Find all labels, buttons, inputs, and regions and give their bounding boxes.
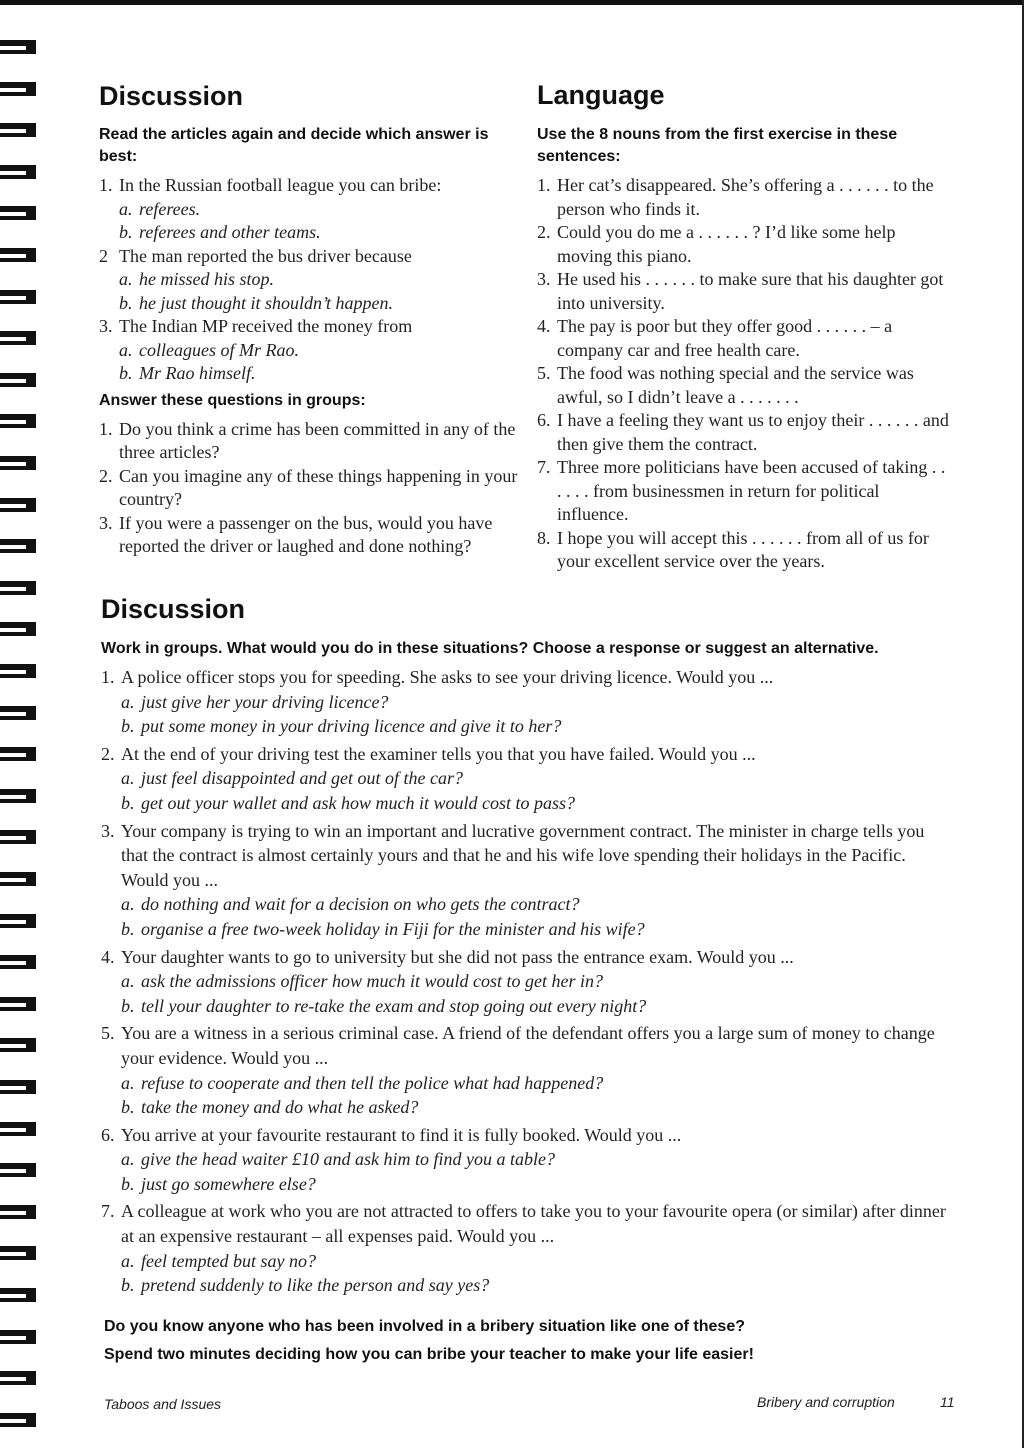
option: a. do nothing and wait for a decision on who gets the contract? [121, 894, 580, 915]
option: b. organise a free two-week holiday in Fiji for the minister and his wife? [121, 918, 645, 939]
binding-ring [0, 1038, 38, 1052]
question-number: 2 [99, 245, 108, 266]
closing-question: Do you know anyone who has been involved in a bribery situation like one of these? [104, 1318, 745, 1335]
option: a. ask the admissions officer how much it would cost to get her in? [121, 971, 603, 992]
sentence-item: 1. Her cat’s disappeared. She’s offering a . . . . . . to the person who finds it. [537, 175, 934, 219]
option: a. he missed his stop. [119, 269, 274, 289]
binding-ring [0, 1163, 38, 1177]
question-text: The Indian MP received the money from [119, 316, 413, 336]
binding-ring [0, 40, 38, 54]
group-instruction: Answer these questions in groups: [99, 391, 366, 409]
sentence-item: 6. I have a feeling they want us to enjoy their . . . . . . and then give them the contract. [537, 410, 949, 454]
situations-list [101, 665, 951, 1301]
footer-book-title: Taboos and Issues [104, 1396, 222, 1412]
binding-ring [0, 290, 38, 304]
question-text: The man reported the bus driver because [119, 245, 412, 266]
option: b. tell your daughter to re-take the exam and stop going out every night? [121, 995, 647, 1016]
binding-ring [0, 1288, 38, 1302]
binding-ring [0, 872, 38, 886]
language-title: Language [537, 80, 665, 110]
option: b. Mr Rao himself. [119, 363, 256, 383]
discussion-title-left: Discussion [99, 81, 244, 111]
binding-ring [0, 747, 38, 761]
group-question: 2. Can you imagine any of these things happening in your country? [99, 465, 518, 509]
binding-ring [0, 997, 38, 1011]
binding-ring [0, 498, 38, 512]
footer-unit-title: Bribery and corruption [757, 1394, 895, 1410]
sentence-item: 2. Could you do me a . . . . . . ? I’d like some help moving this piano. [537, 222, 896, 266]
option: b. pretend suddenly to like the person and say yes? [121, 1275, 490, 1296]
binding-ring [0, 539, 38, 553]
option: a. refuse to cooperate and then tell the police what had happened? [121, 1072, 604, 1093]
binding-ring [0, 1205, 38, 1219]
binding-ring [0, 123, 38, 137]
spiral-binding [0, 0, 44, 1448]
option: a. referees. [119, 198, 201, 219]
binding-ring [0, 165, 38, 179]
language-sentences [537, 174, 952, 574]
binding-ring [0, 789, 38, 803]
binding-ring [0, 581, 38, 595]
page-top-edge [0, 0, 1024, 5]
sentence-item: 3. He used his . . . . . . to make sure that his daughter got into university. [537, 269, 944, 313]
binding-ring [0, 830, 38, 844]
question-item [99, 245, 519, 316]
binding-ring [0, 1413, 38, 1427]
binding-ring [0, 1080, 38, 1094]
situation-item: 7. A colleague at work who you are not attracted to offers to take you to your favourite opera (or similar) after dinner at an expensive restaurant – all expenses paid. Would you ... a. feel tempted but say no? b. pretend suddenly to like the person and say yes? [101, 1199, 951, 1297]
binding-ring [0, 82, 38, 96]
question-text: In the Russian football league you can bribe: [119, 175, 442, 195]
option: a. just give her your driving licence? [121, 691, 389, 712]
binding-ring [0, 331, 38, 345]
option: a. colleagues of Mr Rao. [119, 339, 299, 360]
discussion-title-bottom: Discussion [101, 594, 246, 624]
binding-ring [0, 622, 38, 636]
option: b. get out your wallet and ask how much it would cost to pass? [121, 792, 575, 813]
binding-ring [0, 206, 38, 220]
binding-ring [0, 456, 38, 470]
option: b. he just thought it shouldn’t happen. [119, 292, 393, 313]
left-instruction: Read the articles again and decide which answer is best: [99, 126, 489, 165]
sentence-item: 4. The pay is poor but they offer good . . . . . . – a company car and free health care. [537, 316, 893, 360]
option: b. just go somewhere else? [121, 1173, 316, 1194]
situation-item: 2. At the end of your driving test the examiner tells you that you have failed. Would you ... a. just feel disappointed and get out of the car? b. get out your wallet and ask how much it would cost to pass? [101, 742, 951, 816]
binding-ring [0, 664, 38, 678]
binding-ring [0, 914, 38, 928]
situation-item: 5. You are a witness in a serious criminal case. A friend of the defendant offers you a large sum of money to change your evidence. Would you ... a. refuse to cooperate and then tell the police what had happened? b. take the money and do what he asked? [101, 1021, 951, 1119]
binding-ring [0, 1122, 38, 1136]
binding-ring [0, 414, 38, 428]
closing-task: Spend two minutes deciding how you can bribe your teacher to make your life easier! [104, 1346, 754, 1363]
situation-item: 6. You arrive at your favourite restaurant to find it is fully booked. Would you ... a. give the head waiter £10 and ask him to find you a table? b. just go somewhere else? [101, 1123, 951, 1197]
option: b. take the money and do what he asked? [121, 1097, 419, 1118]
group-question: 3. If you were a passenger on the bus, would you have reported the driver or laughed and done nothing? [99, 512, 493, 556]
option: a. feel tempted but say no? [121, 1250, 316, 1271]
situation-item: 4. Your daughter wants to go to university but she did not pass the entrance exam. Would you ... a. ask the admissions officer how much it would cost to get her in? b. tell your daughter to re-take the exam and stop going out every night? [101, 945, 951, 1019]
option: b. referees and other teams. [119, 222, 321, 242]
binding-ring [0, 1246, 38, 1260]
question-number: 3. [99, 316, 113, 336]
left-questions [99, 174, 519, 559]
group-question: 1. Do you think a crime has been committed in any of the three articles? [99, 418, 516, 462]
situation-item: 3. Your company is trying to win an important and lucrative government contract. The minister in charge tells you that the contract is almost certainly yours and that he and his wife love spending their holidays in the Pacific. Would you ... a. do nothing and wait for a decision on who gets the contract? b. organise a free two-week holiday in Fiji for the minister and his wife? [101, 819, 951, 942]
binding-ring [0, 955, 38, 969]
binding-ring [0, 373, 38, 387]
option: a. give the head waiter £10 and ask him to find you a table? [121, 1149, 555, 1170]
binding-ring [0, 248, 38, 262]
footer-page-number: 11 [940, 1394, 955, 1410]
sentence-item: 7. Three more politicians have been accused of taking . . . . . . from businessmen in return for political influence. [537, 457, 946, 524]
sentence-item: 5. The food was nothing special and the service was awful, so I didn’t leave a . . . . . . . [537, 363, 914, 407]
binding-ring [0, 1371, 38, 1385]
option: a. just feel disappointed and get out of the car? [121, 768, 463, 789]
question-item [99, 315, 519, 386]
bottom-instruction: Work in groups. What would you do in these situations? Choose a response or suggest an alternative. [101, 640, 879, 657]
right-instruction: Use the 8 nouns from the first exercise in these sentences: [537, 126, 898, 165]
option: b. put some money in your driving licence and give it to her? [121, 716, 562, 737]
sentence-item: 8. I hope you will accept this . . . . . . from all of us for your excellent service over the years. [537, 527, 929, 571]
question-number: 1. [99, 175, 113, 195]
question-item [99, 174, 519, 245]
binding-ring [0, 1330, 38, 1344]
situation-item: 1. A police officer stops you for speeding. She asks to see your driving licence. Would you ... a. just give her your driving licence? b. put some money in your driving licence and give it to her? [101, 665, 951, 739]
binding-ring [0, 706, 38, 720]
